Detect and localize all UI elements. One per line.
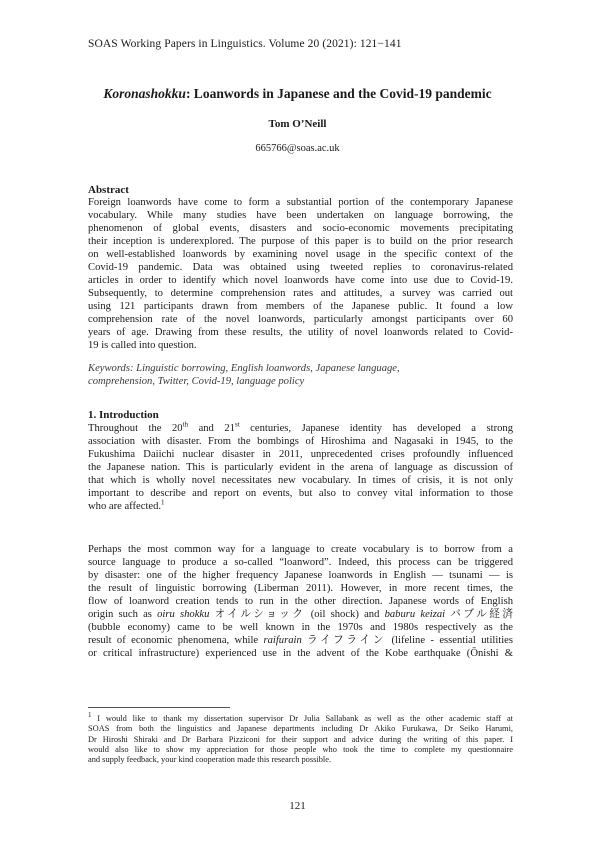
abstract-line: comprehension rate of the novel loanwords, particularly amongst participants over 60 <box>88 314 513 325</box>
intro-line: the result of linguistic borrowing (Liberman 2011). However, in more recent times, the <box>88 583 513 594</box>
intro-line: flow of loanword creation tends to run in the other direction. Japanese words of English <box>88 596 513 607</box>
footnote-number: 1 <box>88 711 92 720</box>
intro-line <box>88 608 513 621</box>
footnote <box>88 711 513 765</box>
intro-line: or critical infrastructure) experienced use in the advent of the Kobe earthquake (Ōnishi & <box>88 648 513 659</box>
footnote-line: Dr Hiroshi Shiraki and Dr Barbara Pizziconi for their support and advice during the writing of this paper. I <box>88 734 513 744</box>
intro-line: by disaster: one of the higher frequency Japanese loanwords in English — tsunami — is <box>88 570 513 581</box>
abstract-line: on well-established loanwords by examining novel usage in the specific context of the <box>88 249 513 260</box>
intro-line: (bubble economy) came to be well known in the 1970s and 1980s respectively as the <box>88 622 513 633</box>
text-run: centuries, Japanese identity has developed a strong <box>239 423 514 434</box>
abstract-line: phenomenon of global events, disasters and socio-economic movements precipitating <box>88 223 513 234</box>
intro-line: association with disaster. From the bombings of Hiroshima and Nagasaki in 1945, to the <box>88 436 513 447</box>
introduction-heading: 1. Introduction <box>88 409 159 421</box>
intro-line <box>88 500 513 513</box>
text-run: バブル経済 <box>445 609 513 620</box>
intro-line: Fukushima Daiichi nuclear disaster in 2011, unprecedented crises profoundly influenced <box>88 449 513 460</box>
keywords-label: Keywords: <box>88 363 134 374</box>
text-run: who are affected. <box>88 501 162 512</box>
author-name: Tom O’Neill <box>268 118 327 130</box>
footnote-line: would also like to show my appreciation for those people who took the time to complete my questionnaire <box>88 744 513 754</box>
abstract-line: Foreign loanwords have come to form a substantial portion of the contemporary Japanese <box>88 197 513 208</box>
abstract-line: 19 is called into question. <box>88 340 197 351</box>
footnote-marker[interactable]: 1 <box>161 498 165 507</box>
italic-term: baburu keizai <box>384 609 446 620</box>
intro-line <box>88 634 513 647</box>
paper-title-italic: Koronashokku <box>103 86 186 101</box>
keywords <box>88 362 513 388</box>
text-run: and 21 <box>188 423 235 434</box>
keywords-line-1 <box>88 362 513 375</box>
introduction-paragraph-2 <box>88 543 513 660</box>
text-run: オイルショック (oil shock) and <box>209 609 385 620</box>
intro-line: that which is wholly novel necessitates new vocabulary. In times of crisis, it is not only <box>88 475 513 486</box>
abstract-line: Covid-19 pandemic. Data was obtained using tweeted replies to coronavirus-related <box>88 262 513 273</box>
page-number: 121 <box>289 800 306 812</box>
introduction-paragraph-1 <box>88 422 513 513</box>
running-header: SOAS Working Papers in Linguistics. Volume 20 (2021): 121−141 <box>88 38 402 50</box>
paper-title <box>0 86 595 102</box>
text-run: ライフライン (lifeline - essential utilities <box>301 635 513 646</box>
intro-line: the Japanese nation. This is particularly evident in the arena of language as discussion of <box>88 462 513 473</box>
intro-line: Perhaps the most common way for a language to create vocabulary is to borrow from a <box>88 544 513 555</box>
abstract-line: articles in order to identify which novel loanwords have come into use due to Covid-19. <box>88 275 513 286</box>
abstract-line: Subsequently, to determine comprehension rates and attitudes, a survey was carried out <box>88 288 513 299</box>
paper-title-rest: : Loanwords in Japanese and the Covid-19 pandemic <box>185 86 492 101</box>
text-run: Throughout the 20 <box>88 423 183 434</box>
author-email: 665766@soas.ac.uk <box>255 143 340 154</box>
text-run: I would like to thank my dissertation supervisor Dr Julia Sallabank as well as the other academic staff at <box>91 714 513 723</box>
text-run: origin such as <box>88 609 158 620</box>
intro-line <box>88 422 513 435</box>
superscript: st <box>234 420 240 429</box>
footnote-line: SOAS from both the linguistics and Japanese departments including Dr Akiko Furukawa, Dr Seiko Harumi, <box>88 724 513 734</box>
footnote-line <box>88 711 513 724</box>
intro-line: important to describe and report on events, but also to convey vital information to those <box>88 488 513 499</box>
abstract-body <box>88 196 513 352</box>
italic-term: oiru shokku <box>157 609 210 620</box>
footnote-line: and supply feedback, your kind cooperation made this research possible. <box>88 755 332 765</box>
abstract-line: vocabulary. While many studies have been undertaken on language borrowing, the <box>88 210 513 221</box>
text-run: result of economic phenomena, while <box>88 635 264 646</box>
intro-line: source language to produce a so-called “loanword”. Indeed, this process can be triggered <box>88 557 513 568</box>
abstract-line: using 121 participants drawn from members of the Japanese public. It found a low <box>88 301 513 312</box>
italic-term: raifurain <box>263 635 302 646</box>
footnote-divider <box>88 707 230 708</box>
abstract-heading: Abstract <box>88 184 129 196</box>
abstract-line: their inception is underexplored. The purpose of this paper is to build on the prior research <box>88 236 513 247</box>
superscript: th <box>182 420 189 429</box>
keywords-text-2: comprehension, Twitter, Covid-19, language policy <box>88 376 305 387</box>
keywords-text-1: Linguistic borrowing, English loanwords, Japanese language, <box>136 363 400 374</box>
abstract-line: years of age. Drawing from these results, the utility of novel loanwords related to Covid- <box>88 327 513 338</box>
